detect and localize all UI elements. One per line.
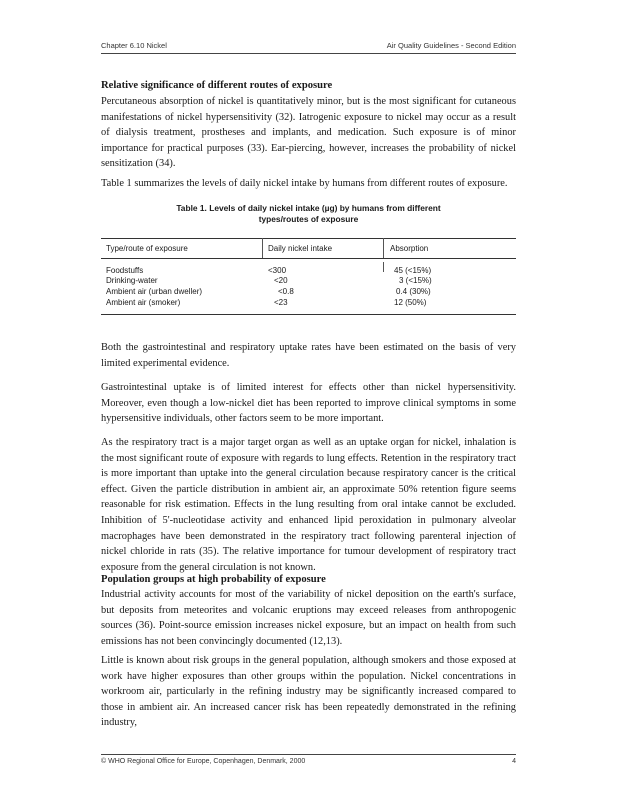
- table-caption: [101, 203, 516, 225]
- table-header-absorption: Absorption: [390, 244, 429, 253]
- table-cell: Foodstuffs: [106, 266, 144, 275]
- table-cell: <0.8: [278, 287, 294, 296]
- table-cell: 12 (50%): [394, 298, 427, 307]
- paragraph-industrial: Industrial activity accounts for most of the variability of nickel deposition on the earth's surface, but deposits from meteorites and volcanic eruptions may exceed releases from anthropogenic sources (36). Point-source emission increases nickel exposure, but an impact on health from such emissions has not been convincingly documented (12,13).: [101, 589, 516, 647]
- paragraph-respiratory: As the respiratory tract is a major target organ as well as an uptake organ for nickel, inhalation is the most significant route of exposure with regards to lung effects. Retention in the respiratory tract is more important than uptake into the general circulation because respiratory cancer is the critical effect. Given the particle distribution in ambient air, an approximate 50% retention figure seems reasonable for risk estimation. Effects in the lung resulting from oral intake cannot be excluded. Inhibition of 5'-nucleotidase activity and enhanced lipid peroxidation in pulmonary alveolar macrophages have been demonstrated in the respiratory tract following parenteral injection of nickel chloride in rats (35). The relative importance for tumour development of respiratory tract exposure from the general circulation is not known.: [101, 437, 516, 573]
- table-cell: 45 (<15%): [394, 266, 432, 275]
- footer-copyright: © WHO Regional Office for Europe, Copenhagen, Denmark, 2000: [101, 758, 306, 765]
- table-caption-line1: Table 1. Levels of daily nickel intake (µg) by humans from different: [176, 203, 441, 213]
- table-header-type: Type/route of exposure: [106, 244, 188, 253]
- header-publication: Air Quality Guidelines - Second Edition: [386, 41, 516, 50]
- table-divider: [383, 262, 384, 272]
- table-header-intake: Daily nickel intake: [268, 244, 333, 253]
- table-cell: 0.4 (30%): [396, 287, 431, 296]
- paragraph-table-intro: Table 1 summarizes the levels of daily nickel intake by humans from different routes of exposure.: [101, 178, 508, 189]
- section-heading-population: Population groups at high probability of exposure: [101, 574, 326, 585]
- paragraph-risk-groups: Little is known about risk groups in the general population, although smokers and those exposed at work have higher exposures than other groups within the population. Nickel concentrations in workroom air, particularly in the refining industry may be significantly increased compared to those in ambient air. An increased cancer risk has been repeatedly demonstrated in the refining industry,: [101, 655, 516, 729]
- header-chapter: Chapter 6.10 Nickel: [101, 41, 167, 50]
- paragraph-uptake-rates: Both the gastrointestinal and respiratory uptake rates have been estimated on the basis of very limited experimental evidence.: [101, 342, 516, 369]
- footer-rule: [101, 754, 516, 755]
- table-cell: Drinking-water: [106, 276, 158, 285]
- table-caption-line2: types/routes of exposure: [258, 214, 359, 224]
- table-divider: [383, 238, 384, 258]
- table-cell: Ambient air (urban dweller): [106, 287, 203, 296]
- page-number: 4: [512, 758, 516, 765]
- paragraph-gastrointestinal: Gastrointestinal uptake is of limited interest for effects other than nickel hypersensitivity. Moreover, even though a low-nickel diet has been reported to improve clinical symptoms in some hypersensitive individuals, other factors seem to be more important.: [101, 382, 516, 425]
- table-cell: <20: [274, 276, 288, 285]
- section-heading-routes: Relative significance of different routes of exposure: [101, 80, 333, 91]
- table-cell: <23: [274, 298, 288, 307]
- table-cell: <300: [268, 266, 287, 275]
- table-cell: Ambient air (smoker): [106, 298, 181, 307]
- table-header-rule: [101, 258, 516, 259]
- header-rule: [101, 53, 516, 54]
- table-bottom-rule: [101, 314, 516, 315]
- table-cell: 3 (<15%): [399, 276, 432, 285]
- table-top-rule: [101, 238, 516, 239]
- running-footer: [101, 758, 516, 772]
- table-divider: [262, 238, 263, 258]
- paragraph-percutaneous: Percutaneous absorption of nickel is quantitatively minor, but is the most significant for cutaneous manifestations of nickel hypersensitivity (32). Iatrogenic exposure to nickel may occur as a result of dialysis treatment, prostheses and implants, and medication. Such exposure is of minor importance for practical purposes (33). Ear-piercing, however, increases the probability of nickel sensitization (34).: [101, 96, 516, 170]
